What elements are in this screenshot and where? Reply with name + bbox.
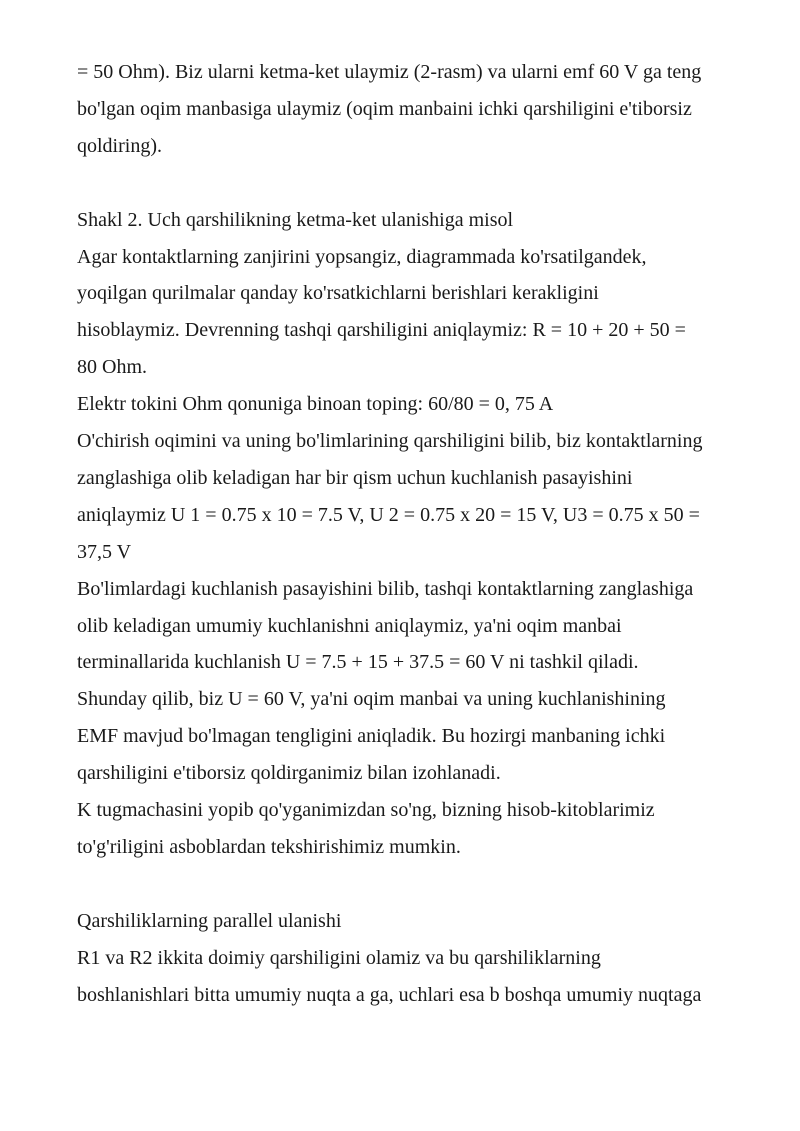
text-line: bo'lgan oqim manbasiga ulaymiz (oqim manbaini ichki qarshiligini e'tiborsiz xyxy=(77,97,692,120)
blank-line xyxy=(77,866,767,903)
text-line: = 50 Ohm). Biz ularni ketma-ket ulaymiz (2-rasm) va ularni emf 60 V ga teng xyxy=(77,61,702,83)
text-line: terminallarida kuchlanish U = 7.5 + 15 + 37.5 = 60 V ni tashkil qiladi. xyxy=(77,651,639,674)
paragraph-block-3 xyxy=(77,903,767,1014)
figure-caption: Shakl 2. Uch qarshilikning ketma-ket ulanishiga misol xyxy=(77,208,514,231)
text-line: K tugmachasini yopib qo'yganimizdan so'ng, bizning hisob-kitoblarimiz xyxy=(77,799,655,822)
text-line: boshlanishlari bitta umumiy nuqta a ga, uchlari esa b boshqa umumiy nuqtaga xyxy=(77,983,702,1006)
paragraph-block-1 xyxy=(77,54,767,165)
text-line: 37,5 V xyxy=(77,540,132,563)
text-line: qoldiring). xyxy=(77,134,162,157)
section-heading: Qarshiliklarning parallel ulanishi xyxy=(77,909,342,932)
text-line: aniqlaymiz U 1 = 0.75 x 10 = 7.5 V, U 2 = 0.75 x 20 = 15 V, U3 = 0.75 x 50 = xyxy=(77,503,700,526)
text-line: EMF mavjud bo'lmagan tengligini aniqladik. Bu hozirgi manbaning ichki xyxy=(77,725,666,748)
blank-line xyxy=(77,165,767,202)
text-line: hisoblaymiz. Devrenning tashqi qarshiligini aniqlaymiz: R = 10 + 20 + 50 = xyxy=(77,319,686,342)
text-line: 80 Ohm. xyxy=(77,356,147,379)
text-line: Bo'limlardagi kuchlanish pasayishini bilib, tashqi kontaktlarning zanglashiga xyxy=(77,577,694,600)
text-line: to'g'riligini asboblardan tekshirishimiz mumkin. xyxy=(77,836,461,859)
text-line: Agar kontaktlarning zanjirini yopsangiz, diagrammada ko'rsatilgandek, xyxy=(77,245,647,268)
paragraph-block-2 xyxy=(77,202,767,866)
text-line: O'chirish oqimini va uning bo'limlarining qarshiligini bilib, biz kontaktlarning xyxy=(77,430,703,453)
text-line: Elektr tokini Ohm qonuniga binoan toping: 60/80 = 0, 75 A xyxy=(77,393,554,416)
text-line: Shunday qilib, biz U = 60 V, ya'ni oqim manbai va uning kuchlanishining xyxy=(77,688,666,711)
text-line: qarshiligini e'tiborsiz qoldirganimiz bilan izohlanadi. xyxy=(77,762,501,785)
text-line: yoqilgan qurilmalar qanday ko'rsatkichlarni berishlari kerakligini xyxy=(77,282,599,305)
document-page xyxy=(77,54,767,1014)
text-line: olib keladigan umumiy kuchlanishni aniqlaymiz, ya'ni oqim manbai xyxy=(77,614,622,637)
text-line: R1 va R2 ikkita doimiy qarshiligini olamiz va bu qarshiliklarning xyxy=(77,946,601,969)
text-line: zanglashiga olib keladigan har bir qism uchun kuchlanish pasayishini xyxy=(77,466,633,489)
